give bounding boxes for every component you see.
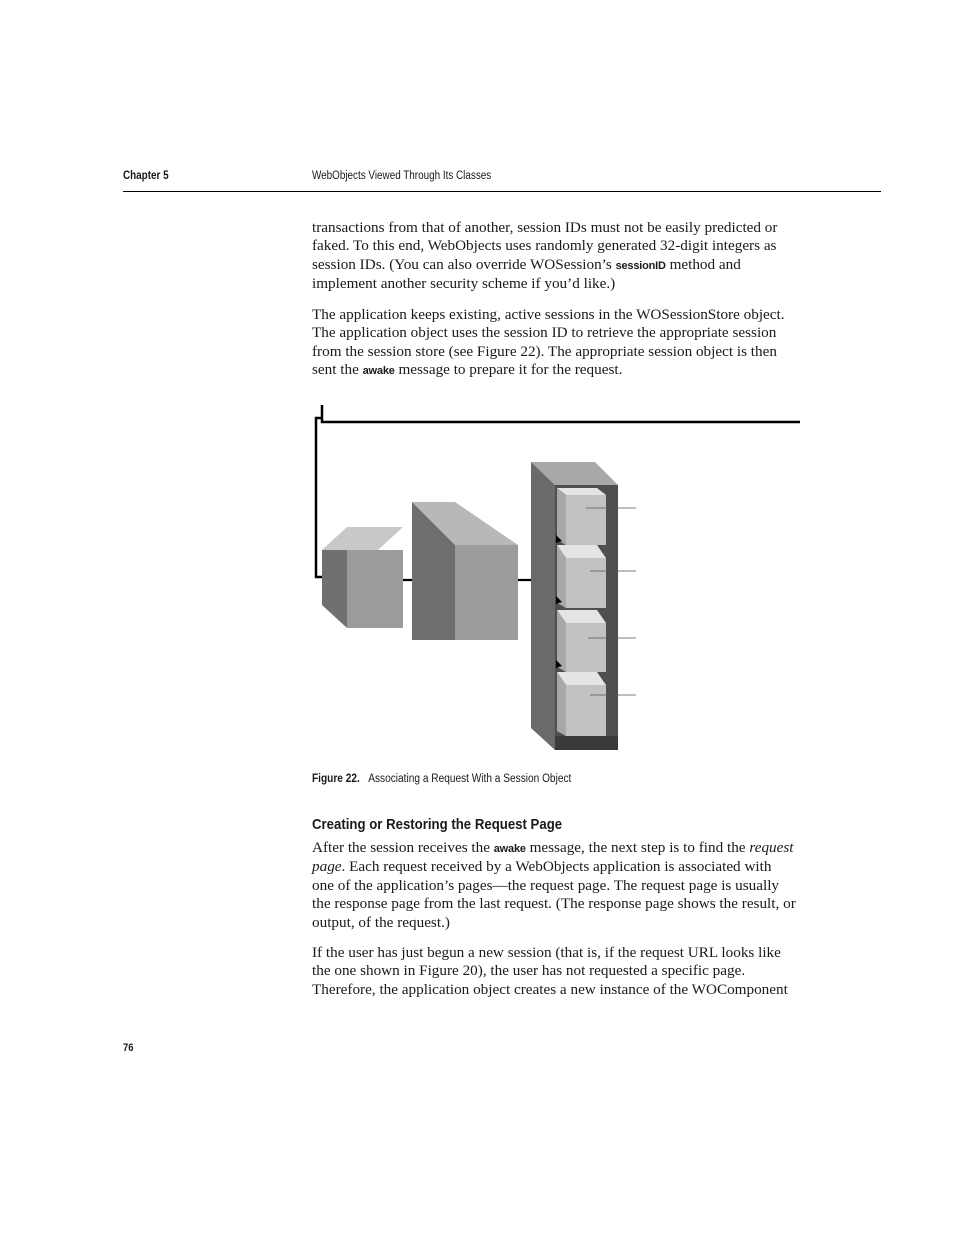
code-term-sessionID: sessionID [615,259,666,272]
figure-number: Figure 22. [312,773,360,785]
block-front [455,545,518,640]
session-cube-3 [557,610,606,672]
cube-front [347,550,403,628]
paragraph-text: method and implement another security scheme if you’d like.) [312,255,741,293]
session-cube-4 [557,672,606,736]
session-cube-2 [557,545,606,608]
page-number: 76 [123,1042,134,1054]
running-header-chapter: Chapter 5 [123,170,169,182]
cube-top [322,527,403,550]
application-cube [322,527,403,628]
paragraph-text: The application keeps existing, active sessions in the WOSessionStore object. The application object uses the session ID to retrieve the appropriate session from the session store (see Figure 22). The appropriate session object is then sent the [312,306,785,379]
body-paragraph-3 [312,839,797,932]
figure-caption-text: Associating a Request With a Session Object [368,773,572,785]
paragraph-text: message to prepare it for the request. [394,361,623,379]
paragraph-text: After the session receives the [312,839,494,856]
cube-side [322,550,347,628]
session-cube-1 [557,488,606,545]
diagram-svg [300,400,810,760]
paragraph-text: . Each request received by a WebObjects application is associated with one of the application’s pages—the request page. The request page is usually the response page from the last request. (The response page shows the result, or output, of the request.) [312,858,796,931]
code-term-awake: awake [362,365,395,378]
section-heading: Creating or Restoring the Request Page [312,816,563,833]
paragraph-text: transactions from that of another, session IDs must not be easily predicted or faked. To this end, WebObjects uses randomly generated 32-digit integers as session IDs. (You can also override WOSession’s [312,219,778,273]
body-paragraph-4: If the user has just begun a new session (that is, if the request URL looks like the one shown in Figure 20), the user has not requested a specific page. Therefore, the application object creates a new instance of the WOComponent [312,944,788,998]
body-paragraph-1 [312,219,797,294]
column-left-side [531,462,555,750]
column-base [555,736,618,750]
code-term-awake: awake [493,843,526,855]
emphasis-request-page: request page [312,839,794,876]
figure-request-session-diagram [300,400,810,760]
body-paragraph-2 [312,306,797,381]
running-header-title: WebObjects Viewed Through Its Classes [312,170,492,182]
header-rule [123,191,881,192]
session-store-block [412,502,518,640]
figure-caption [312,773,571,785]
paragraph-text: message, the next step is to find the [525,839,750,856]
